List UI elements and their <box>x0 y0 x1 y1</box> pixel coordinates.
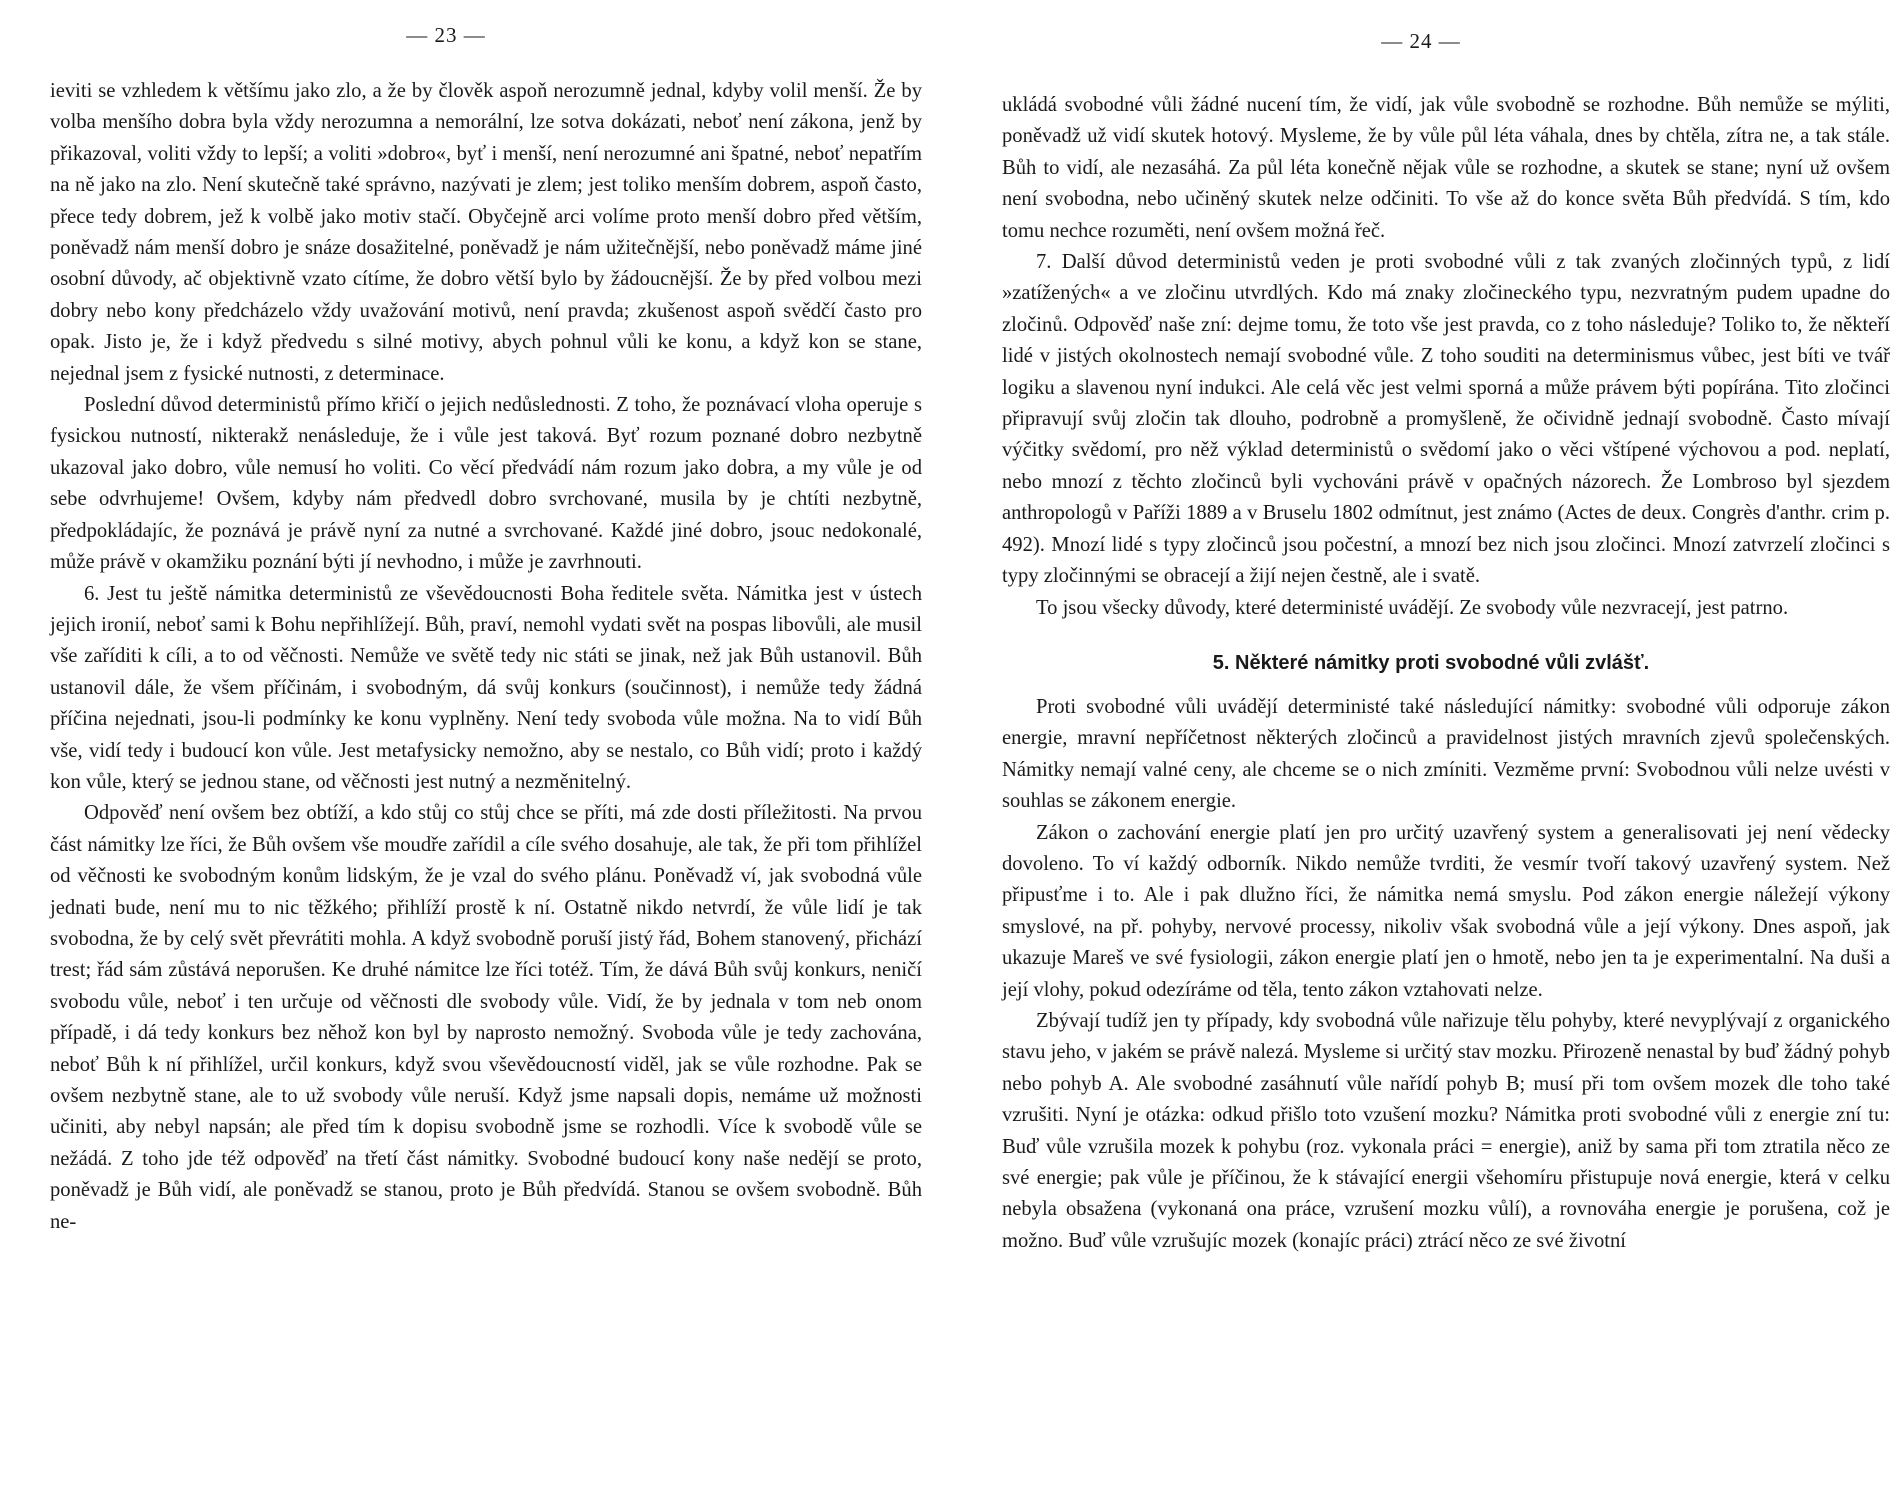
paragraph: ukládá svobodné vůli žádné nucení tím, že vidí, jak vůle svobodně se rozhodne. Bůh nemůže se mýliti, poněvadž už vidí skutek hotový. Mysleme, že by vůle půl léta váhala, dnes by chtěla, zítra ne, a tak stále. Bůh to vidí, ale nezasáhá. Za půl léta konečně nějak vůle se rozhodne, a skutek se stane; nyní už ovšem není svobodna, nebo učiněný skutek nelze odčiniti. To vše až do konce světa Bůh předvídá. S tím, kdo tomu nechce rozuměti, není ovšem možná řeč. <box>1002 94 1890 242</box>
right-page-text <box>1002 90 1890 1257</box>
right-page <box>952 0 1904 1500</box>
page-number-right: — 24 — <box>1381 29 1461 53</box>
paragraph: ieviti se vzhledem k většímu jako zlo, a že by člověk aspoň nerozumně jednal, kdyby volil menší. Že by volba menšího dobra byla vždy nerozumna a nemorální, lze sotva dokázati, neboť není zákona, jenž by přikazoval, voliti vždy to lepší; a voliti »dobro«, byť i menší, není nerozumné ani špatné, neboť nepatřím na ně jako na zlo. Není skutečně také správno, nazývati je zlem; jest toliko menším dobrem, aspoň často, přece tedy dobrem, jež k volbě jako motiv stačí. Obyčejně arci volíme proto menší dobro před větším, poněvadž nám menší dobro je snáze dosažitelné, poněvadž je nám užitečnější, nebo poněvadž máme jiné osobní důvody, ač objektivně vzato cítíme, že dobro větší bylo by žádoucnější. Že by před volbou mezi dobry nebo kony předcházelo vždy uvažování motivů, není pravda; zkušenost aspoň svědčí často pro opak. Jisto je, že i když předvedu s silné motivy, abych pohnul vůli ke konu, a když kon se stane, nejednal jsem z fysické nutnosti, z determinace. <box>50 80 922 385</box>
paragraph: Zbývají tudíž jen ty případy, kdy svobodná vůle nařizuje tělu pohyby, které nevyplývají z organického stavu jeho, v jakém se právě nalezá. Mysleme si určitý stav mozku. Přirozeně nenastal by buď žádný pohyb nebo pohyb A. Ale svobodné zasáhnutí vůle nařídí pohyb B; musí při tom ovšem mozek dle toho také vzrušiti. Nyní je otázka: odkud přišlo toto vzušení mozku? Námitka proti svobodné vůli z energie zní tu: Buď vůle vzrušila mozek k pohybu (roz. vykonala práci = energie), aniž by sama při tom ztratila něco ze své energie; pak vůle je příčinou, že k stávající energii všehomíru přistupuje nová energie, která v celku nebyla obsažena (vykonaná ona práce, vzrušení mozku vůlí), a rovnováha energie je porušena, což je možno. Buď vůle vzrušujíc mozek (konajíc práci) ztrácí něco ze své životní <box>1002 1009 1890 1252</box>
paragraph: Zákon o zachování energie platí jen pro určitý uzavřený system a generalisovati jej není vědecky dovoleno. To ví každý odborník. Nikdo nemůže tvrditi, že vesmír tvoří takový uzavřený system. Než připusťme i to. Ale i pak dlužno říci, že námitka nemá smyslu. Pod zákon energie náležejí výkony smyslové, na př. pohyby, nervové processy, nikoliv však svobodná vůle a její výkony. Dnes aspoň, jak ukazuje Mareš ve své fysiologii, zákon energie platí jen o hmotě, nebo jen ta je experimentalní. Na duši a její vlohy, pokud odezíráme od těla, tento zákon vztahovati nelze. <box>1002 821 1890 1001</box>
page-number-left: — 23 — <box>406 23 486 47</box>
paragraph: Proti svobodné vůli uvádějí deterministé také následující námitky: svobodné vůli odporuje zákon energie, mravní nepříčetnost některých zločinců a pravidelnost jistých mravních zjevů společenských. Námitky nemají valné ceny, ale chceme se o nich zmíniti. Vezměme první: Svobodnou vůli nelze uvésti v souhlas se zákonem energie. <box>1002 695 1890 813</box>
left-page-text <box>50 76 922 1238</box>
paragraph: To jsou všecky důvody, které deterministé uvádějí. Ze svobody vůle nezvracejí, jest patrno. <box>1036 596 1789 619</box>
paragraph: Poslední důvod deterministů přímo křičí o jejich nedůslednosti. Z toho, že poznávací vloha operuje s fysickou nutností, nikterakž nenásleduje, že i vůle jest taková. Byť rozum poznané dobro nezbytně ukazoval jako dobro, vůle nemusí ho voliti. Co věcí předvádí nám rozum jako dobra, a my vůle je od sebe odvrhujeme! Ovšem, kdyby nám předvedl dobro svrchované, musila by je chtíti nezbytně, předpokládajíc, že poznává je právě nyní za nutné a svrchované. Každé jiné dobro, jsouc nedokonalé, může právě v okamžiku poznání býti jí nevhodno, i může je zavrhnouti. <box>50 394 922 574</box>
paragraph: 6. Jest tu ještě námitka deterministů ze vševědoucnosti Boha ředitele světa. Námitka jest v ústech jejich ironií, neboť sami k Bohu nepřihlížejí. Bůh, praví, nemohl vydati svět na pospas libovůli, ale musil vše zaříditi k cíli, a to od věčnosti. Nemůže ve světě tedy nic státi se jinak, než jak Bůh ustanovil. Bůh ustanovil dále, že všem příčinám, i svobodným, dá svůj konkurs (součinnost), i nemůže tedy žádná příčina nejednati, jsou-li podmínky ke konu vyplněny. Není tedy svoboda vůle možna. Na to vidí Bůh vše, vidí tedy i budoucí kon vůle. Jest metafysicky nemožno, aby se nestalo, co Bůh vidí; proto i každý kon vůle, který se jednou stane, od věčnosti jest nutný a nezměnitelný. <box>50 582 922 793</box>
section-heading: 5. Některé námitky proti svobodné vůli zvlášť. <box>1212 651 1650 674</box>
paragraph: Odpověď není ovšem bez obtíží, a kdo stůj co stůj chce se příti, má zde dosti příležitosti. Na prvou část námitky lze říci, že Bůh ovšem vše moudře zařídil a cíle svého dosahuje, ale tak, že při tom přihlížel od věčnosti ke svobodným konům lidským, že je vzal do svého plánu. Poněvadž ví, jak svobodná vůle jednati bude, není mu to nic těžkého; přihlíží prostě k ní. Ostatně nikdo netvrdí, že vůle lidí je tak svobodna, že by celý svět převrátiti mohla. A když svobodně poruší jistý řád, Bohem stanovený, přichází trest; řád sám zůstává neporušen. Ke druhé námitce lze říci totéž. Tím, že dává Bůh svůj konkurs, neničí svobodu vůle, neboť i ten určuje od věčnosti dle svobody vůle. Vidí, že by jednala v tom neb onom případě, i dá tedy konkurs bez něhož kon byl by naprosto nemožný. Svoboda vůle je tedy zachována, neboť Bůh k ní přihlížel, určil konkurs, když svou vševědoucností viděl, jak se vůle rozhodne. Pak se ovšem nezbytně stane, ale to už svobody vůle neruší. Když jsme napsali dopis, nemáme už možnosti učiniti, aby nebyl napsán; ale před tím k dopisu svobodně jsme se rozhodli. Více k svobodě vůle se nežádá. Z toho jde též odpověď na třetí část námitky. Svobodné budoucí kony naše nedějí se proto, poněvadž je Bůh vidí, ale poněvadž se stanou, proto je Bůh předvídá. Stanou se ovšem svobodně. Bůh ne- <box>50 802 922 1233</box>
paragraph: 7. Další důvod deterministů veden je proti svobodné vůli z tak zvaných zločinných typů, z lidí »zatížených« a ve zločinu utvrdlých. Kdo má znaky zločineckého typu, nezvratným pudem upadne do zločinů. Odpověď naše zní: dejme tomu, že toto vše jest pravda, co z toho následuje? Toliko to, že někteří lidé v jistých okolnostech nemají svobodné vůle. Z toho souditi na determinismus vůbec, jest bíti ve tvář logiku a slavenou nyní indukci. Ale celá věc jest velmi sporná a může právem býti popírána. Tito zločinci připravují svůj zločin tak dlouho, podrobně a promyšleně, že očividně jednají svobodně. Často mívají výčitky svědomí, pro něž výklad deterministů o svědomí jako o věci vštípené výchovou a pod. neplatí, nebo mnozí z těchto zločinců byli vychováni právě v opačných názorech. Že Lombroso byl sjezdem anthropologů v Paříži 1889 a v Bruselu 1802 odmítnut, jest známo (Actes de deux. Congrès d'anthr. crim p. 492). Mnozí lidé s typy zločinců jsou počestní, a mnozí bez nich jsou zločinci. Mnozí zatvrzelí zločinci s typy zločinnými se obracejí a žijí nejen čestně, ale i svatě. <box>1002 251 1890 588</box>
